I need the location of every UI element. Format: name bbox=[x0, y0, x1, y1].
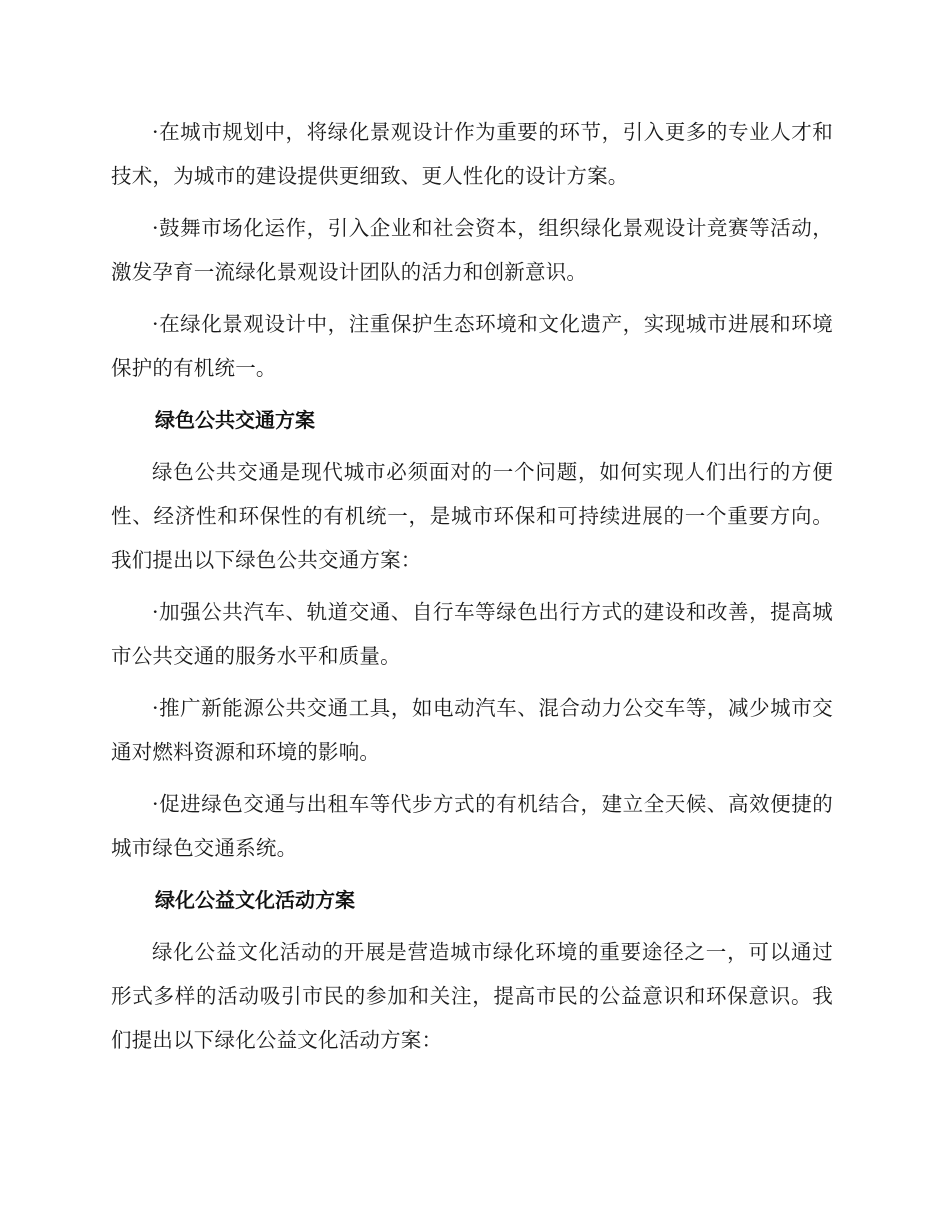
body-paragraph: 绿化公益文化活动的开展是营造城市绿化环境的重要途径之一，可以通过形式多样的活动吸引市民的参加和关注，提高市民的公益意识和环保意识。我们提出以下绿化公益文化活动方案： bbox=[111, 940, 833, 1052]
body-paragraph: 绿色公共交通是现代城市必须面对的一个问题，如何实现人们出行的方便性、经济性和环保性的有机统一，是城市环保和可持续进展的一个重要方向。我们提出以下绿色公共交通方案： bbox=[111, 460, 833, 572]
bullet-paragraph: ·促进绿色交通与出租车等代步方式的有机结合，建立全天候、高效便捷的城市绿色交通系统。 bbox=[111, 792, 833, 860]
bullet-paragraph: ·加强公共汽车、轨道交通、自行车等绿色出行方式的建设和改善，提高城市公共交通的服务水平和质量。 bbox=[111, 600, 833, 668]
bullet-paragraph: ·在绿化景观设计中，注重保护生态环境和文化遗产，实现城市进展和环境保护的有机统一。 bbox=[111, 312, 833, 380]
bullet-paragraph: ·推广新能源公共交通工具，如电动汽车、混合动力公交车等，减少城市交通对燃料资源和环境的影响。 bbox=[111, 696, 833, 764]
bullet-paragraph: ·在城市规划中，将绿化景观设计作为重要的环节，引入更多的专业人才和技术，为城市的建设提供更细致、更人性化的设计方案。 bbox=[111, 120, 833, 188]
bullet-paragraph: ·鼓舞市场化运作，引入企业和社会资本，组织绿化景观设计竞赛等活动，激发孕育一流绿化景观设计团队的活力和创新意识。 bbox=[111, 216, 833, 284]
section-heading: 绿化公益文化活动方案 bbox=[155, 888, 355, 912]
document-page bbox=[111, 110, 833, 1070]
section-heading: 绿色公共交通方案 bbox=[155, 408, 315, 432]
